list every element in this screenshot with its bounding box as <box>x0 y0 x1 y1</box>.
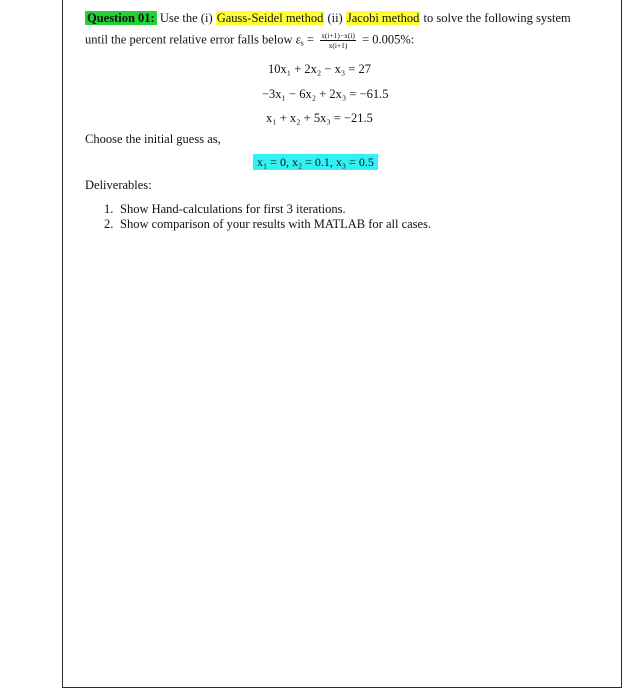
question-tail: to solve the following system <box>420 11 571 25</box>
deliverable-text: Show Hand-calculations for first 3 iterations. <box>120 202 346 216</box>
epsilon-symbol: ε <box>295 32 301 47</box>
deliverable-text: Show comparison of your results with MATLAB for all cases. <box>120 217 432 231</box>
question-label: Question 01: <box>87 11 155 25</box>
epsilon-equals: = <box>303 32 318 47</box>
document-page <box>62 0 622 688</box>
initial-guess-values <box>253 155 378 170</box>
initial-guess-label: Choose the initial guess as, <box>85 132 221 146</box>
equation-2: −3x₁ − 6x₂ + 2x₃ = −61.5 <box>262 87 389 101</box>
error-criterion-text: until the percent relative error falls below <box>85 32 296 47</box>
relative-error-fraction <box>320 31 356 50</box>
epsilon-subscript: s <box>300 38 304 48</box>
deliverable-item <box>104 217 431 232</box>
question-line-2 <box>85 31 414 50</box>
fraction-numerator: x(i+1)−x(i) <box>321 31 355 40</box>
jacobi-method: Jacobi method <box>346 11 420 25</box>
initial-guess-highlight: x₁ = 0, x₂ = 0.1, x₃ = 0.5 <box>253 154 378 170</box>
question-intro: Use the (i) <box>156 11 216 25</box>
question-line-1 <box>85 11 571 26</box>
fraction-denominator: x(i+1) <box>328 41 348 50</box>
deliverable-number: 2. <box>104 217 114 231</box>
deliverables-heading: Deliverables: <box>85 178 152 192</box>
question-between: (ii) <box>324 11 346 25</box>
deliverable-item <box>104 202 346 217</box>
gauss-seidel-method: Gauss-Seidel method <box>216 11 324 25</box>
deliverable-number: 1. <box>104 202 114 216</box>
error-threshold: = 0.005%: <box>358 32 415 47</box>
equation-1: 10x₁ + 2x₂ − x₃ = 27 <box>268 62 371 76</box>
equation-3: x₁ + x₂ + 5x₃ = −21.5 <box>266 111 373 125</box>
